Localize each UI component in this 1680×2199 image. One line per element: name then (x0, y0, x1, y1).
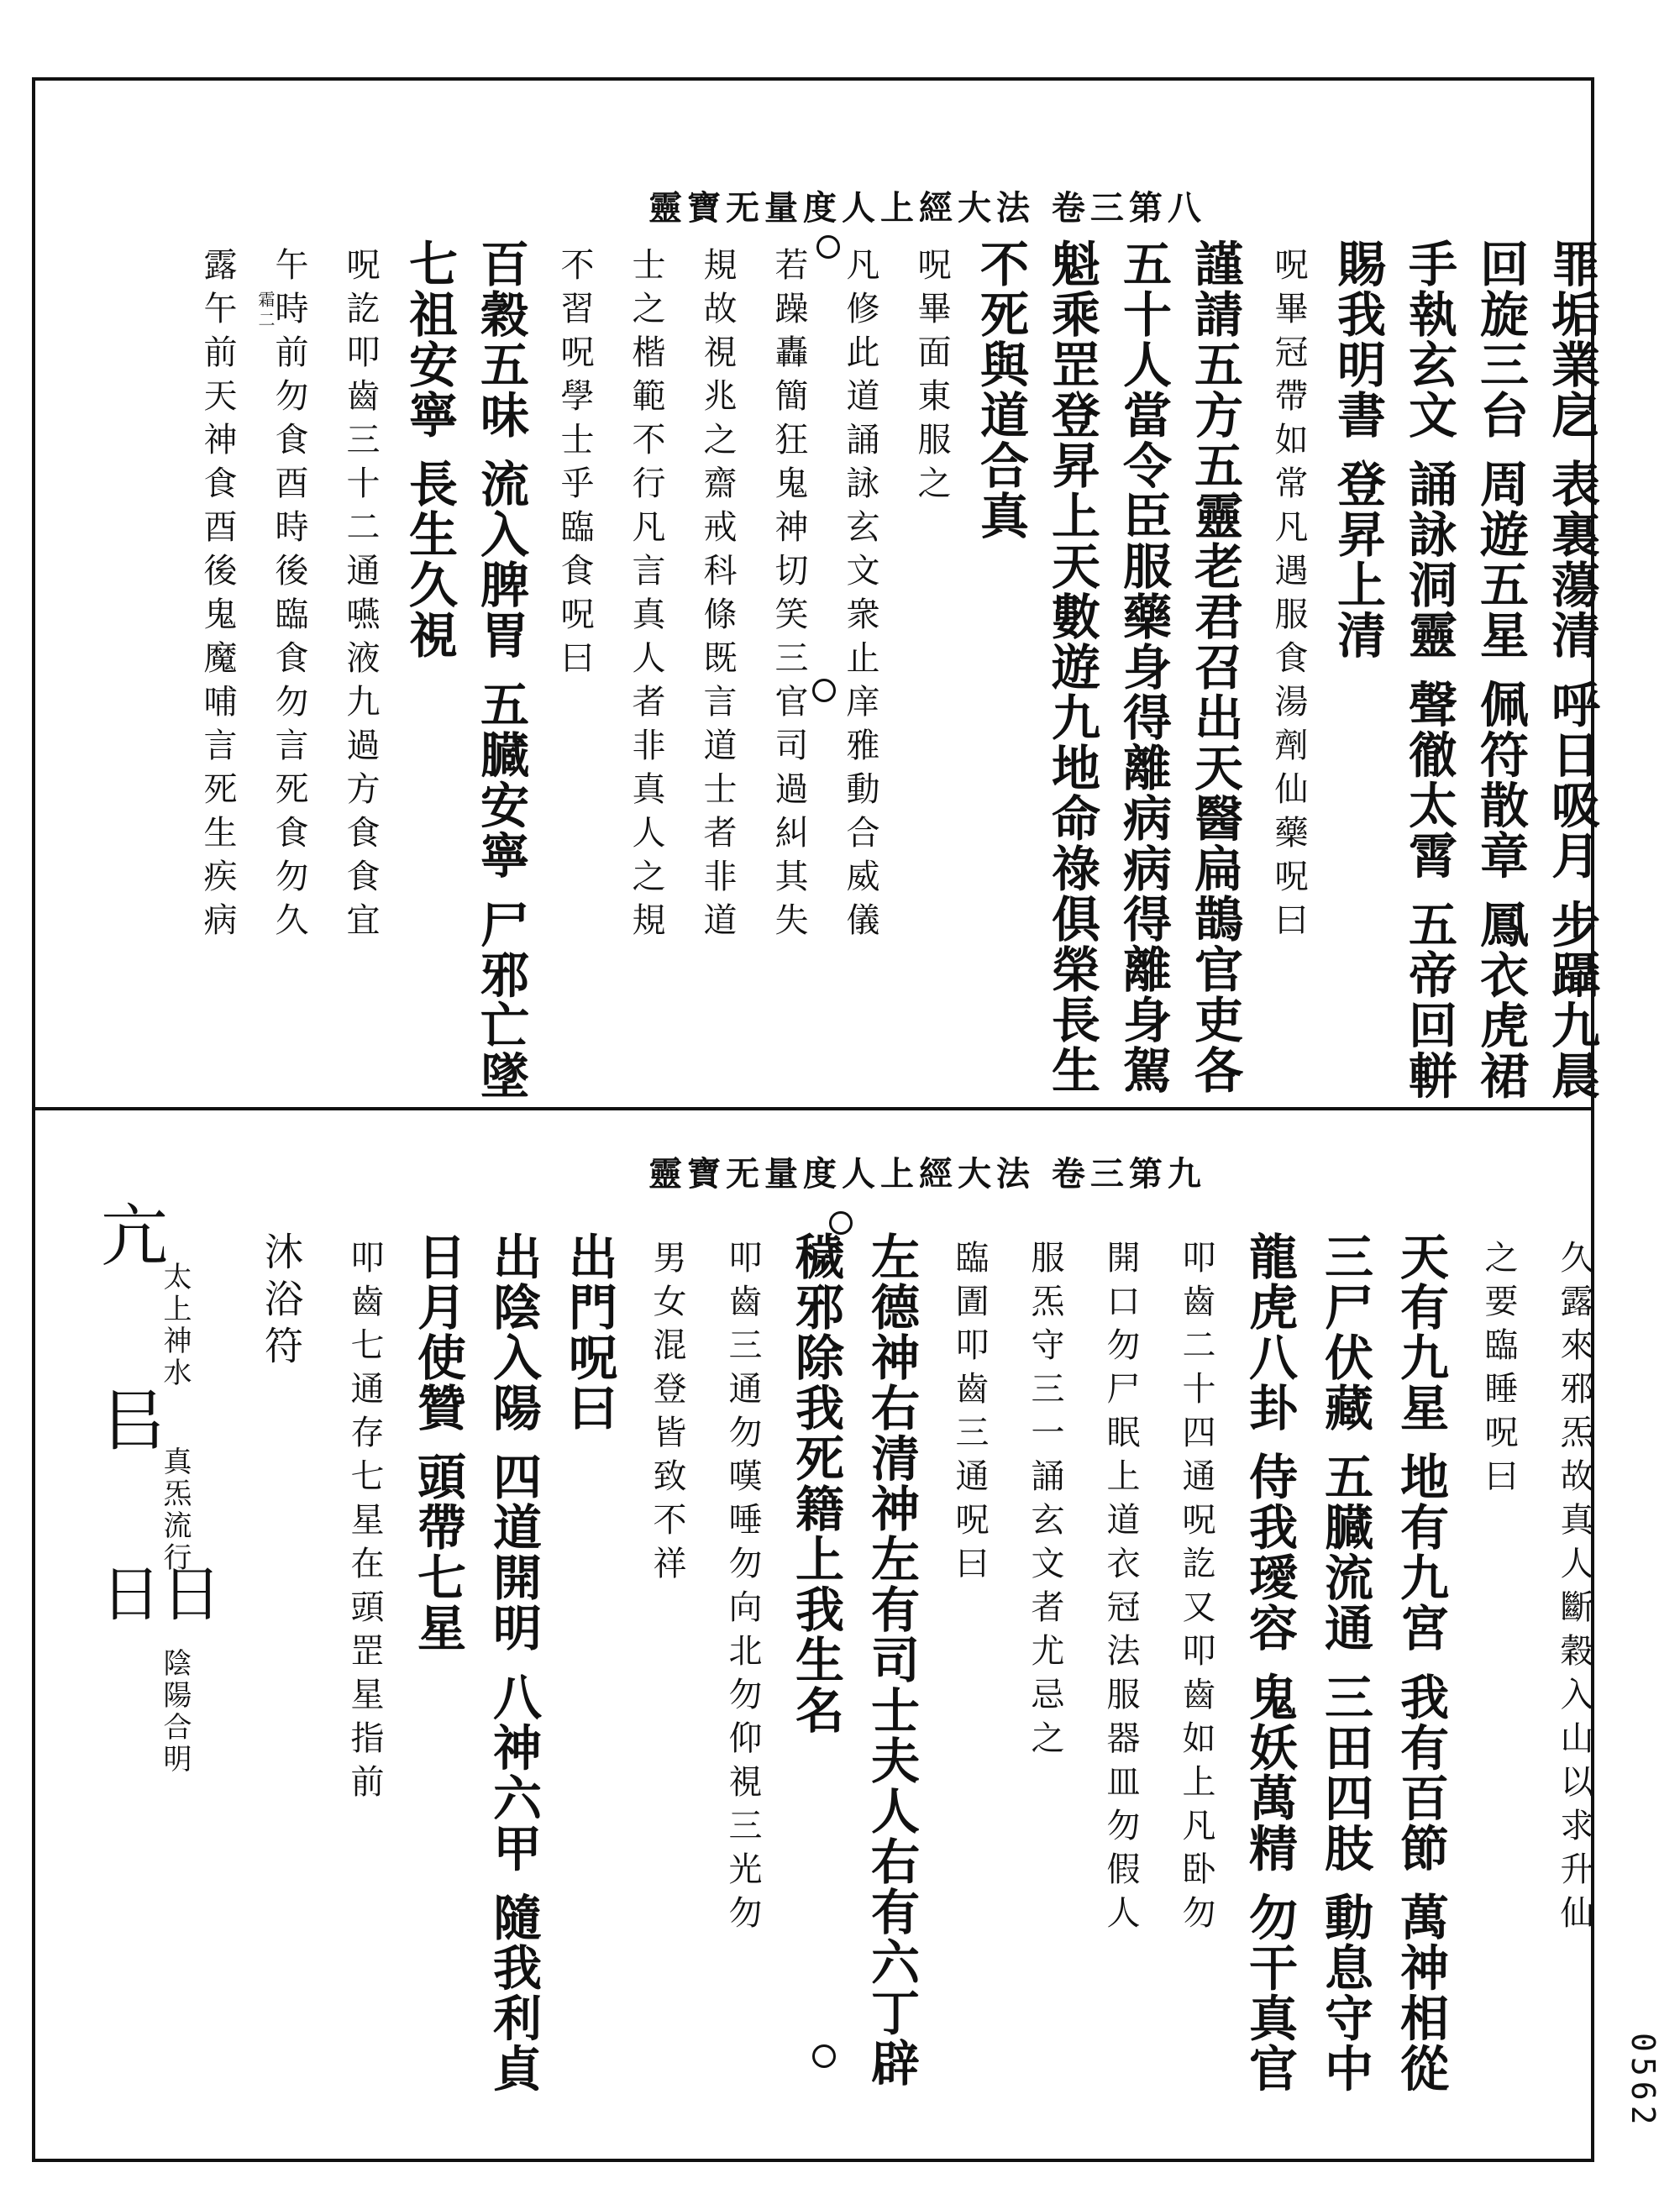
text-column: 龍虎八卦 侍我璦容 鬼妖萬精 勿干真官 (1241, 1231, 1298, 2094)
text-column: 天有九星 地有九宮 我有百節 萬神相從 (1392, 1231, 1449, 2094)
text-column: 左德神右清神左有司士夫人右有六丁辟 (863, 1231, 920, 2088)
text-column: 手執玄文 誦詠洞靈 聲徹太霄 五帝回軿 (1400, 239, 1457, 1101)
text-column: 賜我明書 登昇上清 (1329, 239, 1386, 661)
top-page (35, 81, 1600, 1107)
text-column: 沐浴符 (259, 1231, 304, 1372)
text-column: 規故視兆之齋戒科條既言道士者非道 (698, 247, 737, 946)
text-column: 呪畢面東服之 (912, 247, 951, 509)
text-column: 士之楷範不行凡言真人者非真人之規 (627, 247, 665, 946)
text-column: 不習呪學士乎臨食呪曰 (555, 247, 594, 684)
text-column: 開口勿尸眠上道衣冠法服器皿勿假人 (1101, 1240, 1140, 1939)
text-column: 凡修此道誦詠玄文衆止庠雅動合威儀 (841, 247, 879, 946)
top-header: 靈寶无量度人上經大法 卷三第八 (648, 188, 1206, 228)
text-column: 呪畢冠帶如常凡遇服食湯劑仙藥呪曰 (1269, 247, 1308, 946)
text-column: 魁乘罡登昇上天數遊九地命祿俱榮長生 (1043, 239, 1100, 1095)
text-column: 服炁守三一誦玄文者尤忌之 (1026, 1240, 1064, 1764)
talisman-glyph-2: 㠯 (101, 1382, 168, 1460)
text-column: 出門呪曰 (560, 1231, 617, 1433)
bottom-header: 靈寶无量度人上經大法 卷三第九 (648, 1154, 1206, 1194)
text-column: 回旋三台 周遊五星 佩符散章 鳳衣虎裙 (1472, 239, 1529, 1101)
text-column: 不死與道合真 (972, 239, 1029, 541)
circle-mark (829, 1211, 853, 1235)
text-column: 出陰入陽 四道開明 八神六甲 隨我利貞 (485, 1231, 542, 2094)
text-column: 叩齒二十四通呪訖又叩齒如上凡卧勿 (1177, 1240, 1215, 1939)
text-column: 罪垢業戹 表裏蕩清 呼日吸月 步躡九晨 (1543, 239, 1600, 1101)
text-column: 七祖安寧 長生久視 (401, 239, 458, 661)
text-column: 叩齒三通勿嘆唾勿向北勿仰視三光勿 (723, 1240, 762, 1939)
text-column: 午時前勿食酉時後臨食勿言死食勿久 (270, 247, 308, 946)
text-column: 三尸伏藏 五臓流通 三田四肢 動息守中 (1316, 1231, 1373, 2094)
text-column: 叩齒七通存七星在頭罡星指前 (345, 1240, 384, 1808)
talisman-glyph-3: 日日 (101, 1559, 223, 1630)
text-column: 久露來邪炁故真人斷穀入山以求升仙 (1555, 1240, 1593, 1939)
text-column: 臨圊叩齒三通呪曰 (950, 1240, 989, 1589)
text-column: 呪訖叩齒三十二通嚥液九過方食食宜 (341, 247, 380, 946)
top-note: 霜二 (255, 291, 276, 331)
bottom-page (35, 1110, 1591, 2159)
talisman-label-3: 陰陽合明 (158, 1648, 192, 1776)
text-column: 日月使贊 頭帶七星 (409, 1231, 466, 1654)
text-column: 之要臨睡呪曰 (1479, 1240, 1518, 1502)
text-column: 露午前天神食酉後鬼魔哺言死生疾病 (198, 247, 237, 946)
text-column: 五十人當令臣服藥身得離病病得離身駕 (1115, 239, 1172, 1095)
text-column: 謹請五方五靈老君召出天醫扁鵲官吏各 (1186, 239, 1243, 1095)
text-column: 若躁轟簡狂鬼神切笑三官司過糾其失 (769, 247, 808, 946)
talisman-label-2: 真炁流行 (158, 1446, 192, 1574)
circle-mark (816, 235, 840, 259)
text-column: 穢邪除我死籍上我生名 (787, 1231, 844, 1735)
talisman-glyph-1: 亢 (101, 1197, 168, 1275)
circle-mark (812, 679, 836, 702)
page-number: 0562 (1625, 2033, 1662, 2130)
circle-mark (812, 2044, 836, 2068)
talisman-label-1: 太上神水 (158, 1262, 192, 1389)
text-column: 百穀五味 流入脾胃 五臓安寧 尸邪亡墜 (472, 239, 529, 1101)
text-column: 男女混登皆致不祥 (648, 1240, 686, 1589)
